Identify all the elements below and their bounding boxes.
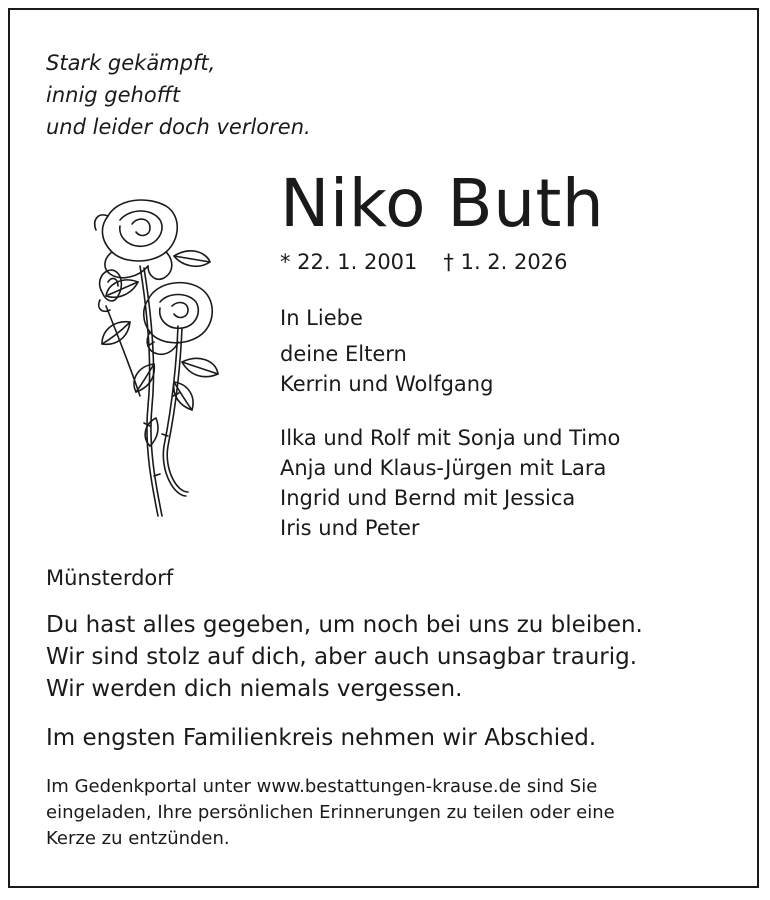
rose-illustration-icon: [78, 196, 228, 526]
in-love-line: In Liebe: [280, 306, 363, 330]
birth-date: * 22. 1. 2001: [280, 250, 418, 274]
family-line: Ingrid und Bernd mit Jessica: [280, 486, 576, 510]
family-line: Ilka und Rolf mit Sonja und Timo: [280, 426, 621, 450]
deceased-name: Niko Buth: [280, 165, 605, 242]
family-line: Anja und Klaus-Jürgen mit Lara: [280, 456, 607, 480]
verse-line: Du hast alles gegeben, um noch bei uns zu bleiben.: [46, 612, 643, 638]
memorial-portal-note: [46, 774, 615, 852]
verse-line: Wir sind stolz auf dich, aber auch unsagbar traurig.: [46, 644, 638, 670]
motto: [46, 47, 311, 143]
family-line: Iris und Peter: [280, 516, 420, 540]
motto-line: Stark gekämpft,: [46, 51, 216, 75]
parents: [280, 339, 493, 399]
life-dates: [280, 248, 567, 276]
parents-line: Kerrin und Wolfgang: [280, 372, 494, 396]
motto-line: und leider doch verloren.: [46, 115, 311, 139]
death-date: † 1. 2. 2026: [443, 250, 568, 274]
parents-line: deine Eltern: [280, 342, 407, 366]
place: Münsterdorf: [46, 566, 174, 590]
family-list: [280, 423, 620, 543]
portal-line: eingeladen, Ihre persönlichen Erinnerungen zu teilen oder eine: [46, 802, 615, 823]
portal-line: Im Gedenkportal unter www.bestattungen-krause.de sind Sie: [46, 776, 598, 797]
verse-line: Wir werden dich niemals vergessen.: [46, 676, 463, 702]
farewell-note: Im engsten Familienkreis nehmen wir Abschied.: [46, 725, 597, 751]
verse: [46, 609, 643, 705]
portal-line: Kerze zu entzünden.: [46, 828, 230, 849]
motto-line: innig gehofft: [46, 83, 181, 107]
